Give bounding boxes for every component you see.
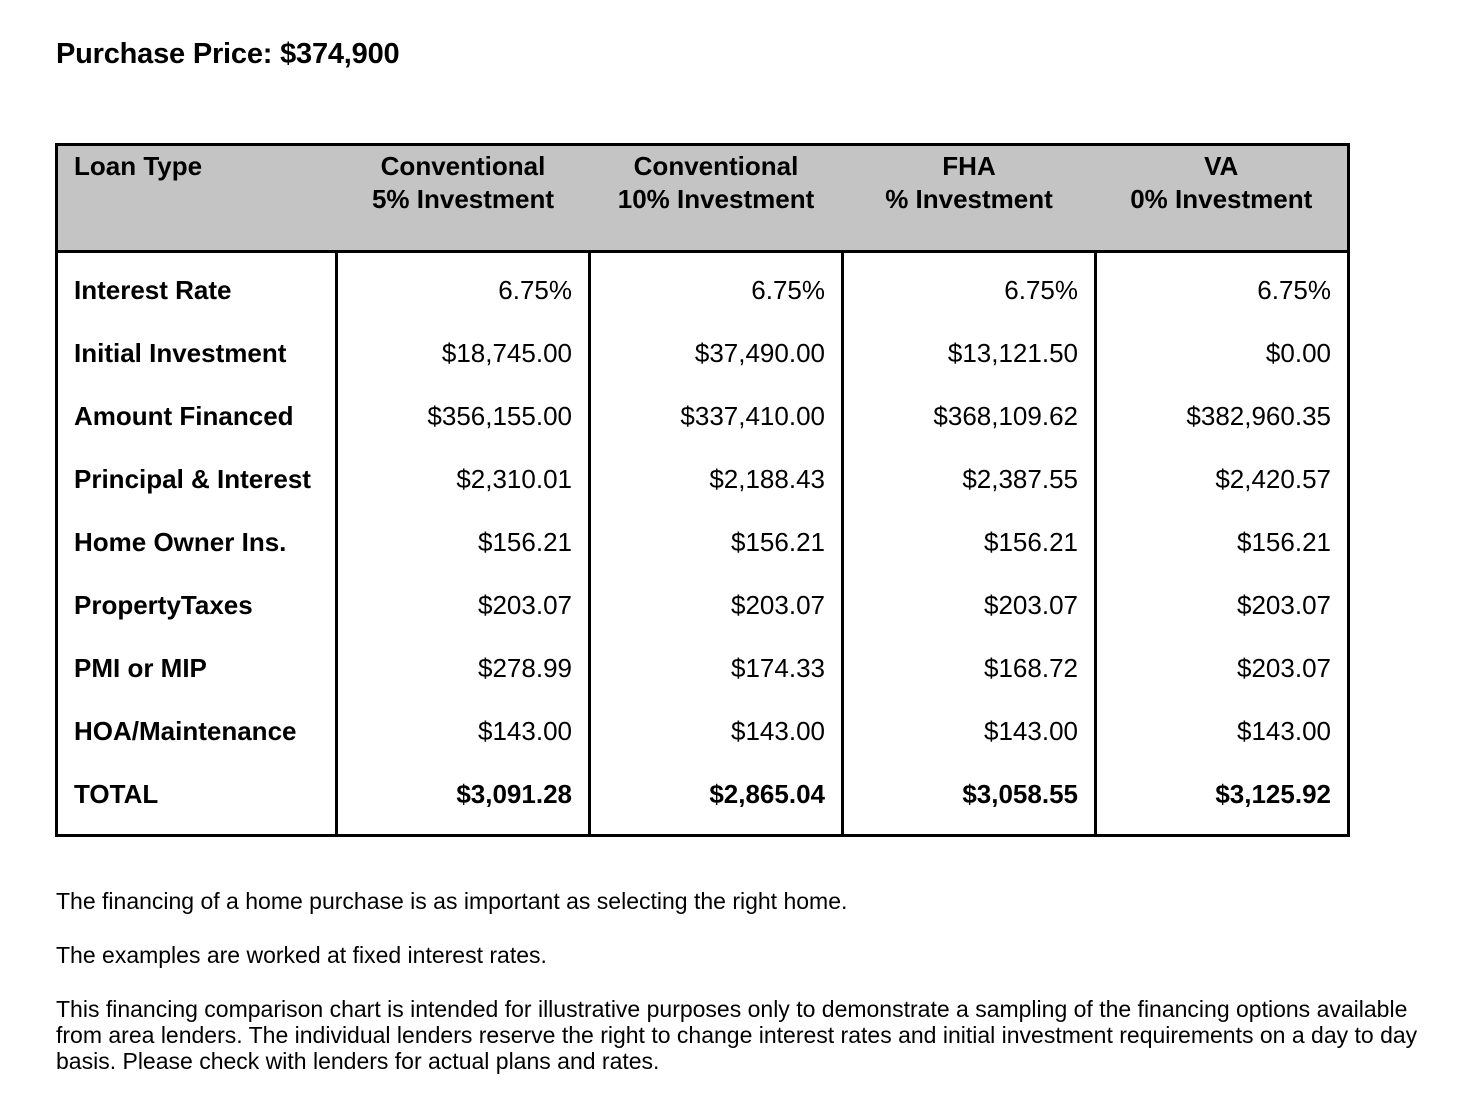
column-header-fha xyxy=(843,145,1096,252)
table-cell: $0.00 xyxy=(1096,322,1349,385)
table-cell: $203.07 xyxy=(337,574,590,637)
table-cell: $174.33 xyxy=(590,637,843,700)
purchase-price-title: Purchase Price: $374,900 xyxy=(56,38,400,70)
table-row xyxy=(57,574,1349,637)
table-header-row xyxy=(57,145,1349,252)
table-cell: $278.99 xyxy=(337,637,590,700)
table-cell: 6.75% xyxy=(1096,252,1349,323)
table-cell: $156.21 xyxy=(1096,511,1349,574)
row-label-interest-rate: Interest Rate xyxy=(74,275,232,305)
table-cell: $168.72 xyxy=(843,637,1096,700)
table-cell: $156.21 xyxy=(843,511,1096,574)
column-header-line1: FHA xyxy=(942,151,996,181)
column-header-line2: 0% Investment xyxy=(1130,184,1313,214)
column-header-conventional-5 xyxy=(337,145,590,252)
table-row xyxy=(57,700,1349,763)
table-cell: $143.00 xyxy=(590,700,843,763)
row-label-property-taxes: PropertyTaxes xyxy=(74,590,253,620)
table-cell: 6.75% xyxy=(590,252,843,323)
table-cell-total: $3,091.28 xyxy=(337,763,590,836)
table-row xyxy=(57,385,1349,448)
financing-comparison-table xyxy=(55,143,1350,837)
table-cell: $143.00 xyxy=(843,700,1096,763)
table-cell: $337,410.00 xyxy=(590,385,843,448)
column-header-line2: % Investment xyxy=(885,184,1053,214)
table-cell: $356,155.00 xyxy=(337,385,590,448)
table-cell: $18,745.00 xyxy=(337,322,590,385)
table-cell: $143.00 xyxy=(337,700,590,763)
table-cell: $368,109.62 xyxy=(843,385,1096,448)
table-cell: $203.07 xyxy=(590,574,843,637)
table-row xyxy=(57,637,1349,700)
table-cell: $143.00 xyxy=(1096,700,1349,763)
column-header-line1: Conventional xyxy=(633,151,799,181)
column-header-line1: Conventional xyxy=(380,151,546,181)
note-paragraph: The examples are worked at fixed interest rates. xyxy=(56,942,547,968)
table-row xyxy=(57,252,1349,323)
table-cell-total: $3,125.92 xyxy=(1096,763,1349,836)
note-paragraph: This financing comparison chart is intended for illustrative purposes only to demonstrate a sampling of the financing options available from area lenders. The individual lenders reserve the right to change interest rates and initial investment requirements on a day to day basis. Please check with lenders for actual plans and rates. xyxy=(56,996,1418,1074)
table-cell: $203.07 xyxy=(1096,637,1349,700)
table-row xyxy=(57,448,1349,511)
table-cell: $13,121.50 xyxy=(843,322,1096,385)
table-cell: $2,420.57 xyxy=(1096,448,1349,511)
table-cell: $2,310.01 xyxy=(337,448,590,511)
column-header-conventional-10 xyxy=(590,145,843,252)
table-cell: $203.07 xyxy=(843,574,1096,637)
row-label-hoa-maintenance: HOA/Maintenance xyxy=(74,716,297,746)
column-header-va xyxy=(1096,145,1349,252)
table-cell: $156.21 xyxy=(337,511,590,574)
table-cell: $37,490.00 xyxy=(590,322,843,385)
table-cell: 6.75% xyxy=(843,252,1096,323)
row-label-principal-interest: Principal & Interest xyxy=(74,464,311,494)
table-cell: $2,387.55 xyxy=(843,448,1096,511)
table-cell: $2,188.43 xyxy=(590,448,843,511)
row-label-amount-financed: Amount Financed xyxy=(74,401,294,431)
table-cell: $203.07 xyxy=(1096,574,1349,637)
table-cell-total: $2,865.04 xyxy=(590,763,843,836)
column-header-line2: 10% Investment xyxy=(617,184,815,214)
table-cell: 6.75% xyxy=(337,252,590,323)
column-header-line2: 5% Investment xyxy=(371,184,555,214)
row-label-total: TOTAL xyxy=(74,779,159,809)
loan-type-header: Loan Type xyxy=(57,145,337,252)
row-label-pmi-mip: PMI or MIP xyxy=(74,653,207,683)
disclaimer-notes xyxy=(56,888,1456,1074)
note-paragraph: The financing of a home purchase is as important as selecting the right home. xyxy=(56,888,848,914)
column-header-line1: VA xyxy=(1204,151,1239,181)
table-cell: $156.21 xyxy=(590,511,843,574)
row-label-home-owner-ins: Home Owner Ins. xyxy=(74,527,287,557)
table-cell-total: $3,058.55 xyxy=(843,763,1096,836)
row-label-initial-investment: Initial Investment xyxy=(74,338,287,368)
table-row xyxy=(57,511,1349,574)
table-cell: $382,960.35 xyxy=(1096,385,1349,448)
table-row xyxy=(57,322,1349,385)
table-row-total xyxy=(57,763,1349,836)
